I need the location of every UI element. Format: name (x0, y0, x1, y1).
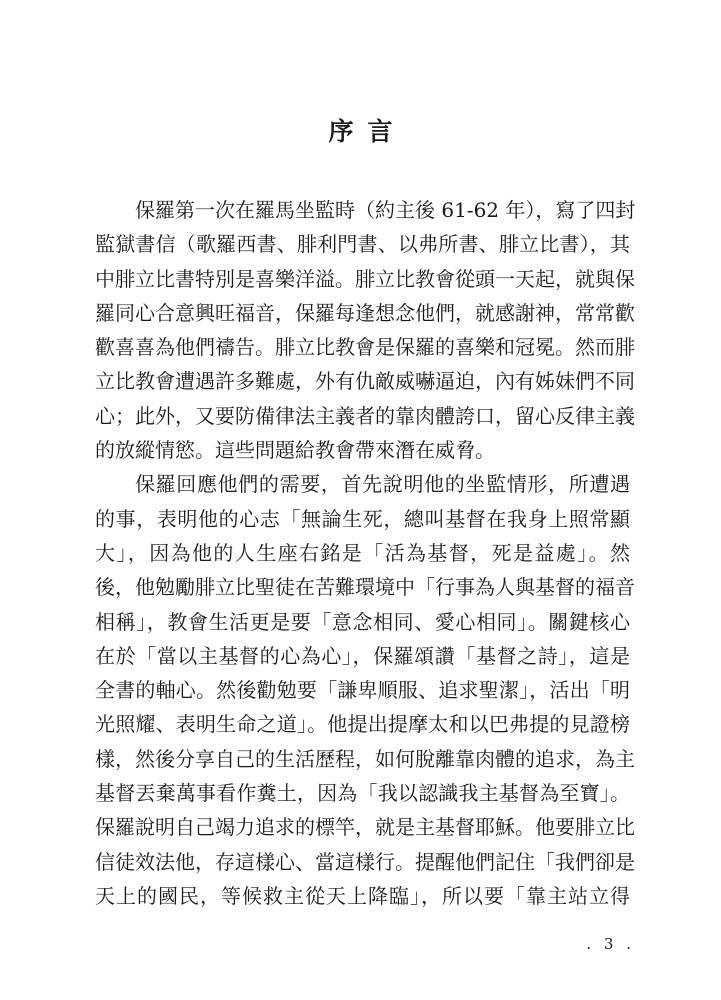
text-line: 的放縱情慾。這些問題給教會帶來潛在威脅。 (95, 438, 495, 463)
text-line: 基督丟棄萬事看作糞土，因為「我以認識我主基督為至寶」。 (95, 781, 630, 806)
text-line: 的事，表明他的心志「無論生死，總叫基督在我身上照常顯 (95, 506, 630, 531)
text-line: 信徒效法他，存這樣心、當這樣行。提醒他們記住「我們卻是 (95, 849, 635, 874)
page-title: 序言 (328, 117, 407, 146)
page-number: . 3 . (586, 935, 635, 953)
text-line: 保羅第一次在羅馬坐監時（約主後 61-62 年），寫了四封 (135, 198, 636, 222)
text-line: 後，他勉勵腓立比聖徒在苦難環境中「行事為人與基督的福音 (95, 575, 635, 600)
text-line: 在於「當以主基督的心為心」，保羅頌讚「基督之詩」，這是 (95, 643, 630, 668)
text-line: 歡喜喜為他們禱告。腓立比教會是保羅的喜樂和冠冕。然而腓 (95, 335, 635, 360)
text-line: 樣，然後分享自己的生活歷程，如何脫離靠肉體的追求，為主 (95, 746, 635, 771)
text-line: 立比教會遭遇許多難處，外有仇敵威嚇逼迫，內有姊妹們不同 (95, 369, 635, 394)
text-line: 心；此外，又要防備律法主義者的靠肉體誇口，留心反律主義 (95, 403, 635, 428)
text-line: 羅同心合意興旺福音，保羅每逢想念他們，就感謝神，常常歡 (95, 300, 635, 325)
text-line: 大」，因為他的人生座右銘是「活為基督，死是益處」。然 (95, 540, 630, 565)
text-line: 相稱」，教會生活更是要「意念相同、愛心相同」。關鍵核心 (95, 609, 630, 634)
text-line: 保羅說明自己竭力追求的標竿，就是主基督耶穌。他要腓立比 (95, 815, 635, 840)
text-line: 光照耀、表明生命之道」。他提出提摩太和以巴弗提的見證榜 (95, 712, 630, 737)
text-line: 監獄書信（歌羅西書、腓利門書、以弗所書、腓立比書），其 (95, 232, 630, 257)
body-text (95, 193, 636, 913)
text-line: 全書的軸心。然後勸勉要「謙卑順服、追求聖潔」，活出「明 (95, 678, 630, 703)
text-line: 保羅回應他們的需要，首先說明他的坐監情形，所遭遇 (135, 472, 630, 497)
text-line: 中腓立比書特別是喜樂洋溢。腓立比教會從頭一天起，就與保 (95, 266, 635, 291)
text-line: 天上的國民，等候救主從天上降臨」，所以要「靠主站立得 (95, 883, 630, 908)
